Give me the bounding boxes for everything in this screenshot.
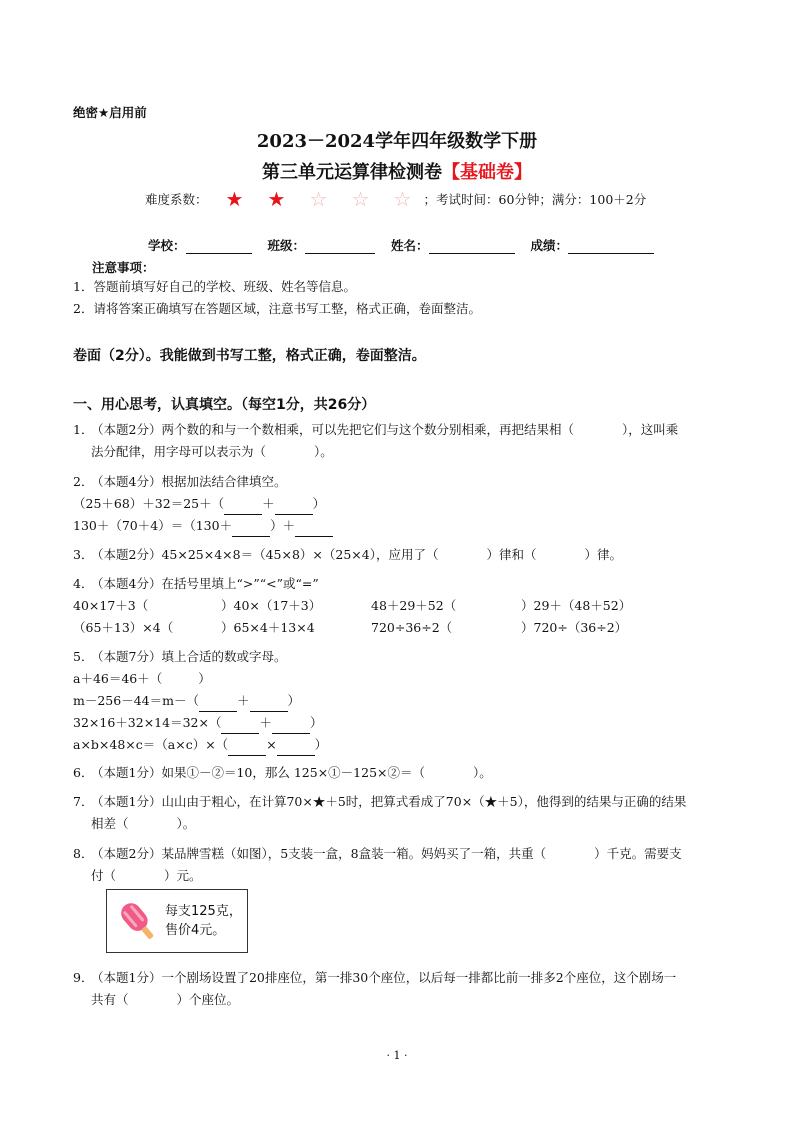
equation-text: ＋: [262, 496, 275, 511]
question-number: 3．: [73, 547, 94, 562]
school-field[interactable]: [186, 241, 252, 254]
equation-text: （25＋68）＋32＝25＋（: [73, 496, 225, 511]
equation-text: ）: [198, 671, 211, 686]
equation-text: 32×16＋32×14＝32×（: [73, 715, 222, 730]
page-number: · 1 ·: [386, 1049, 408, 1062]
star-icon: ★: [225, 187, 244, 211]
equation-text: ＋: [236, 693, 250, 708]
question-number: 1．: [73, 422, 94, 437]
question-number: 6．: [73, 765, 94, 780]
question-8: [73, 843, 728, 887]
exam-info: ；考试时间：60分钟；满分：100＋2分: [423, 192, 647, 207]
compare-item: [371, 617, 521, 639]
question-5: [73, 646, 728, 756]
question-text: 付（: [91, 868, 117, 883]
difficulty-row: [145, 189, 646, 209]
question-text: ），这叫乘: [621, 422, 679, 437]
question-text: ）。: [176, 816, 196, 831]
equation-text: 720÷36÷2（: [371, 620, 453, 635]
question-3: [73, 544, 728, 566]
equation-text: ）: [287, 693, 301, 708]
score-label: 成绩：: [530, 238, 569, 253]
question-number: 5．: [73, 649, 94, 664]
question-text: （本题2分）两个数的和与一个数相乘，可以先把它们与这个数分别相乘，再把结果相（: [91, 422, 574, 437]
question-text: （本题2分）45×25×4×8＝（45×8）×（25×4），应用了（: [91, 547, 439, 562]
answer-blank[interactable]: [199, 697, 237, 712]
class-label: 班级：: [267, 238, 306, 253]
equation-text: ）: [312, 496, 326, 511]
equation-text: ）29＋（48＋52）: [521, 598, 632, 613]
equation-text: 40×17＋3（: [73, 598, 149, 613]
exam-subtitle: [0, 158, 794, 184]
equation-text: ）40×（17＋3）: [221, 598, 322, 613]
note-item: 2．请将答案正确填写在答题区域，注意书写工整，格式正确，卷面整洁。: [73, 301, 481, 316]
price-text: 售价4元。: [165, 923, 226, 938]
question-text: （本题4分）在括号里填上“>”“<”或“=”: [91, 576, 319, 591]
answer-blank[interactable]: [250, 697, 288, 712]
question-text: ）律和（: [486, 547, 537, 562]
answer-blank[interactable]: [232, 522, 270, 537]
question-text: （本题1分）一个剧场设置了20排座位，第一排30个座位，以后每一排都比前一排多2个座位，这个剧场一: [91, 970, 677, 985]
equation-text: ）＋: [270, 518, 296, 533]
equation-text: 48＋29＋52（: [371, 598, 457, 613]
question-6: [73, 762, 728, 784]
question-9: [73, 967, 728, 1011]
question-number: 2．: [73, 474, 94, 489]
question-text: ）律。: [584, 547, 623, 562]
question-text: 共有（: [91, 992, 129, 1007]
question-1: [73, 419, 728, 463]
question-text: （本题4分）根据加法结合律填空。: [91, 474, 287, 489]
name-label: 姓名：: [391, 238, 429, 253]
popsicle-info: [165, 902, 242, 940]
question-number: 7．: [73, 794, 94, 809]
star-outline-icon: ☆: [393, 187, 412, 211]
compare-item: [371, 595, 521, 617]
name-field[interactable]: [429, 241, 515, 254]
equation-text: ）: [314, 737, 328, 752]
confidential-label: 绝密★启用前: [73, 105, 147, 120]
weight-text: 每支125克，: [165, 904, 242, 919]
star-outline-icon: ☆: [309, 187, 328, 211]
popsicle-info-box: [106, 889, 248, 953]
class-field[interactable]: [305, 241, 375, 254]
notes-heading: 注意事项：: [92, 260, 155, 275]
star-outline-icon: ☆: [351, 187, 370, 211]
question-4: [73, 573, 728, 639]
neatness-statement: 卷面（2分）。我能做到书写工整，格式正确，卷面整洁。: [73, 348, 426, 364]
equation-text: ×: [266, 737, 277, 752]
subtitle-main: 第三单元运算律检测卷: [262, 162, 442, 183]
question-number: 9．: [73, 970, 94, 985]
equation-text: （65＋13）×4（: [73, 620, 174, 635]
answer-blank[interactable]: [275, 500, 313, 515]
note-item: 1．答题前填写好自己的学校、班级、姓名等信息。: [73, 279, 356, 294]
question-text: （本题2分）某品牌雪糕（如图），5支装一盒，8盒装一箱。妈妈买了一箱，共重（: [91, 846, 547, 861]
answer-blank[interactable]: [221, 719, 259, 734]
question-text: ）千克。需要支: [594, 846, 682, 861]
school-label: 学校：: [148, 238, 186, 253]
question-text: ）元。: [164, 868, 202, 883]
subtitle-tag: 【基础卷】: [442, 162, 532, 183]
equation-text: a＋46＝46＋（: [73, 671, 163, 686]
answer-blank[interactable]: [228, 741, 266, 756]
compare-item: [73, 617, 221, 639]
question-2: [73, 471, 728, 537]
score-field[interactable]: [568, 241, 654, 254]
student-info-row: [148, 236, 670, 254]
answer-blank[interactable]: [224, 500, 262, 515]
equation-text: ）: [309, 715, 323, 730]
question-text: （本题1分）如果①－②＝10，那么 125×①－125×②＝（: [91, 765, 425, 780]
question-number: 4．: [73, 576, 94, 591]
popsicle-icon: [115, 898, 163, 944]
question-text: ）。: [314, 444, 333, 459]
equation-text: a×b×48×c＝（a×c）×（: [73, 737, 229, 752]
answer-blank[interactable]: [295, 522, 333, 537]
exam-title: 2023－2024学年四年级数学下册: [256, 131, 538, 152]
question-number: 8．: [73, 846, 94, 861]
equation-text: ＋: [259, 715, 272, 730]
question-7: [73, 791, 728, 835]
compare-item: [73, 595, 221, 617]
question-text: 相差（: [91, 816, 129, 831]
difficulty-label: 难度系数：: [145, 192, 208, 207]
question-text: 法分配律，用字母可以表示为（: [91, 444, 267, 459]
equation-text: m－256－44＝m－（: [73, 693, 199, 708]
question-text: （本题1分）山山由于粗心，在计算70×★＋5时，把算式看成了70×（★＋5），他得到的结果与正确的结果: [91, 794, 687, 809]
section-heading: 一、用心思考，认真填空。（每空1分，共26分）: [73, 397, 376, 413]
question-text: （本题7分）填上合适的数或字母。: [91, 649, 287, 664]
question-text: ）。: [473, 765, 492, 780]
equation-text: ）65×4＋13×4: [221, 620, 315, 635]
answer-blank[interactable]: [272, 719, 310, 734]
equation-text: 130＋（70＋4）＝（130＋: [73, 518, 233, 533]
equation-text: ）720÷（36÷2）: [521, 620, 628, 635]
answer-blank[interactable]: [277, 741, 315, 756]
question-text: ）个座位。: [176, 992, 240, 1007]
star-icon: ★: [267, 187, 286, 211]
